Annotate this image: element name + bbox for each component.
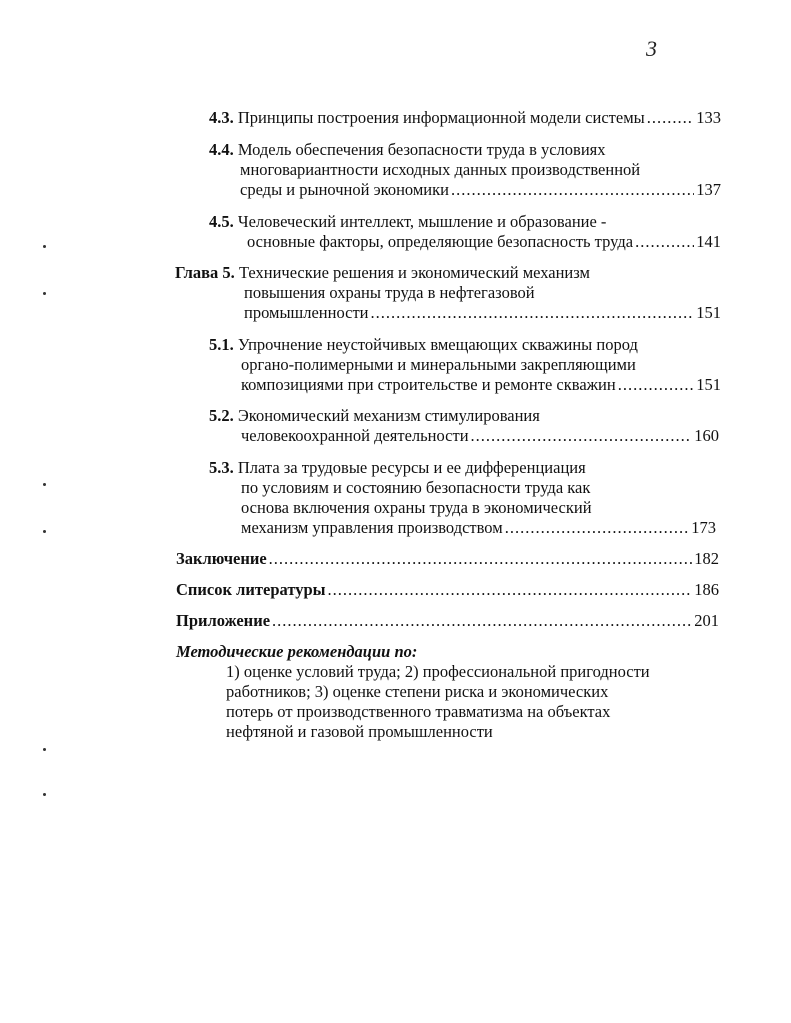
section-title: Упрочнение неустойчивых вмещающих скважины пород [237,335,638,354]
toc-entry-appendix [176,611,719,631]
section-title: среды и рыночной экономики [240,180,449,199]
methods-line2: работников; 3) оценке степени риска и экономических [226,682,609,701]
entry-title: Приложение [176,611,271,630]
chapter-number: Глава 5. [175,263,235,282]
page-ref: 133 [696,108,721,127]
page-ref: 173 [691,518,716,537]
page-ref: 201 [694,611,719,630]
scan-speck [43,793,46,796]
dot-leader [371,303,695,323]
methods-line1: 1) оценке условий труда; 2) профессиональной пригодности [226,662,650,681]
section-number: 4.3. [209,108,234,127]
toc-entry-4-4-line2: многовариантности исходных данных производственной [240,160,641,179]
dot-leader [272,611,692,631]
section-title: Модель обеспечения безопасности труда в условиях [237,140,606,159]
section-title: Экономический механизм стимулирования [237,406,540,425]
page-ref: 160 [694,426,719,445]
scan-speck [43,292,46,295]
toc-entry-5-3-line1 [209,458,586,478]
section-title: человекоохранной деятельности [241,426,469,445]
toc-entry-5-3-line2: по условиям и состоянию безопасности труда как [241,478,591,497]
section-number: 5.3. [209,458,234,477]
scan-speck [43,245,46,248]
section-number: 5.1. [209,335,234,354]
toc-chapter-5-line2: повышения охраны труда в нефтегазовой [244,283,535,302]
dot-leader [647,108,695,128]
methods-title: Методические рекомендации по: [176,642,418,661]
toc-entry-4-3 [209,108,721,128]
scan-speck [43,530,46,533]
chapter-title: промышленности [244,303,369,322]
toc-entry-4-4-line3 [240,180,721,200]
page-ref: 151 [696,375,721,394]
chapter-title: Технические решения и экономический механизм [238,263,590,282]
entry-title: Заключение [176,549,267,568]
section-title: Принципы построения информационной модели системы [237,108,645,127]
section-title: композициями при строительстве и ремонте скважин [241,375,616,394]
toc-entry-5-1-line1 [209,335,638,355]
methods-line3: потерь от производственного травматизма на объектах [226,702,611,721]
toc-entry-4-5-line2 [247,232,721,252]
section-title: Плата за трудовые ресурсы и ее дифференциация [237,458,586,477]
toc-entry-4-4-line1 [209,140,606,160]
toc-chapter-5-line1 [175,263,590,283]
page-ref: 182 [694,549,719,568]
scan-speck [43,483,46,486]
page-number: 3 [646,36,657,61]
dot-leader [505,518,690,538]
toc-entry-4-5-line1 [209,212,606,232]
toc-entry-5-3-line3: основа включения охраны труда в экономический [241,498,592,517]
toc-chapter-5-line3 [244,303,721,323]
methods-line4: нефтяной и газовой промышленности [226,722,493,741]
entry-title: Список литературы [176,580,326,599]
dot-leader [451,180,694,200]
toc-entry-5-1-line2: органо-полимерными и минеральными закрепляющими [241,355,636,374]
dot-leader [328,580,693,600]
page-ref: 141 [696,232,721,251]
scan-speck [43,748,46,751]
dot-leader [471,426,693,446]
dot-leader [269,549,693,569]
toc-entry-5-3-line4 [241,518,716,538]
section-number: 4.5. [209,212,234,231]
page-ref: 151 [696,303,721,322]
page-ref: 186 [694,580,719,599]
section-title: основные факторы, определяющие безопасность труда [247,232,634,251]
toc-entry-conclusion [176,549,719,569]
toc-entry-references [176,580,719,600]
toc-entry-5-2-line1 [209,406,540,426]
dot-leader [635,232,694,252]
page-ref: 137 [696,180,721,199]
toc-entry-5-1-line3 [241,375,721,395]
section-number: 4.4. [209,140,234,159]
section-title: механизм управления производством [241,518,503,537]
dot-leader [618,375,695,395]
section-number: 5.2. [209,406,234,425]
section-title: Человеческий интеллект, мышление и образование - [237,212,607,231]
toc-entry-5-2-line2 [241,426,719,446]
